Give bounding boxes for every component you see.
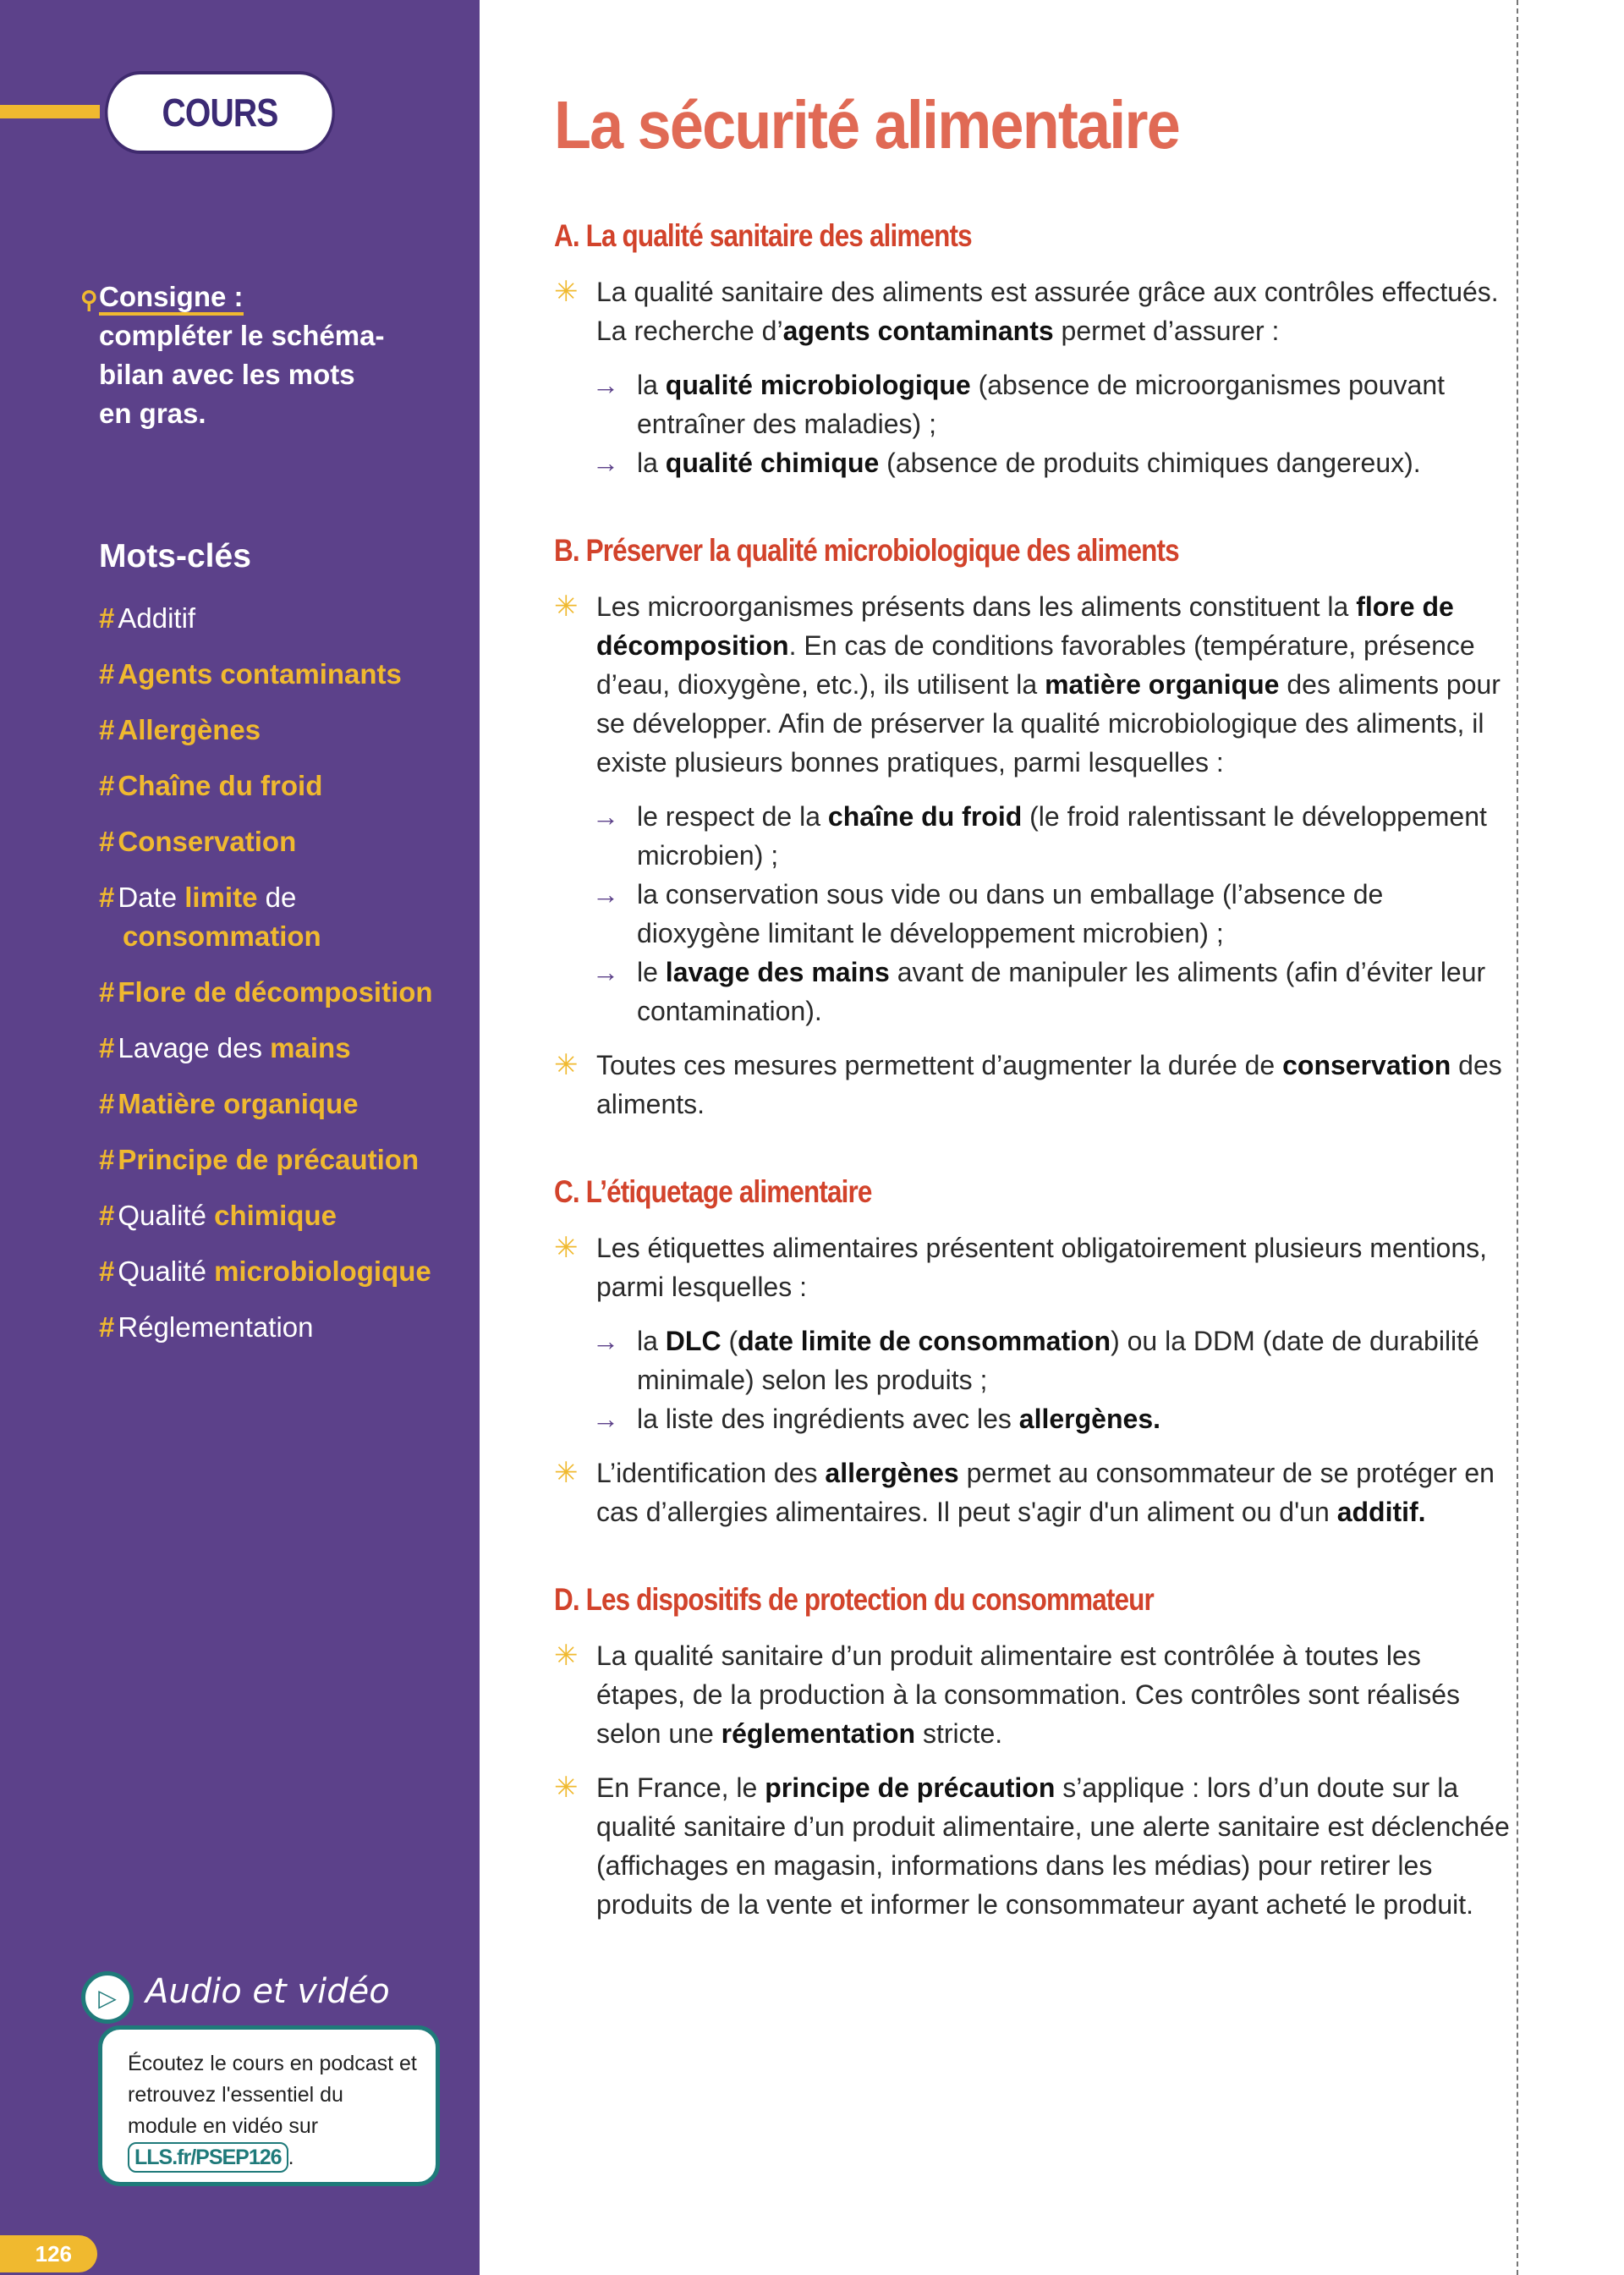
bold-term: additif. [1336,1497,1426,1527]
cut-line [1517,0,1518,2275]
keyword-item[interactable] [99,655,463,694]
text-run: la [637,1326,666,1356]
keyword-text: Flore de décomposition [118,976,433,1008]
text-run: des aliments. [596,1050,1502,1119]
section [554,218,1514,482]
hash-icon: # [99,826,115,857]
text-run: la [637,448,666,478]
play-icon[interactable]: ▷ [81,1971,134,2024]
sub-item [554,443,1514,482]
hash-icon: # [99,770,115,801]
arrow-right-icon: → [592,370,619,400]
arrow-right-icon: → [592,1404,619,1434]
section-heading: B. Préserver la qualité microbiologique des aliments [554,533,1179,568]
bold-term: conservation [1282,1050,1451,1080]
bullet-paragraph [554,272,1514,350]
keyword-text: Qualité [118,1256,215,1287]
text-run: ( [721,1326,738,1356]
arrow-right-icon: → [592,1326,619,1356]
text-run: Toutes ces mesures permettent d’augmenter la durée de [596,1050,1283,1080]
hash-icon: # [99,1032,115,1063]
bullet-paragraph [554,1228,1514,1306]
keyword-text: Additif [118,602,196,634]
audio-title: Audio et vidéo [145,1972,390,2011]
section-heading: C. L’étiquetage alimentaire [554,1174,872,1209]
hash-icon: # [99,714,115,745]
bold-term: agents contaminants [782,316,1054,346]
keyword-text: microbiologique [214,1256,431,1287]
bold-term: allergènes. [1018,1404,1160,1434]
text-run: (absence de microorganismes pouvant entraîner des maladies) ; [637,370,1445,439]
pin-icon: ⚲ [80,287,98,313]
asterisk-bullet-icon: ✳ [554,591,579,623]
text-run: permet d’assurer : [1053,316,1280,346]
keyword-item[interactable] [99,1085,463,1124]
keyword-text: Chaîne du froid [118,770,323,801]
bold-term: réglementation [721,1718,916,1749]
arrow-right-icon: → [592,879,619,909]
text-run: des aliments pour se développer. Afin de préserver la qualité microbiologique des aliments, il existe plusieurs bonnes pratiques, parmi lesquelles : [596,669,1501,778]
bold-term: chaîne du froid [827,801,1023,832]
keyword-text: Agents contaminants [118,658,402,690]
hash-icon: # [99,1256,115,1287]
keyword-text: limite [184,882,258,913]
cours-badge: COURS [105,71,335,154]
text-run: . En cas de conditions favorables (température, présence d’eau, dioxygène, etc.), ils utilisent la [596,630,1475,700]
audio-link[interactable]: LLS.fr/PSEP126 [128,2142,288,2173]
keyword-item[interactable] [99,1196,463,1235]
arrow-right-icon: → [592,448,619,478]
hash-icon: # [99,602,115,634]
keyword-item[interactable] [99,1029,463,1068]
audio-end: . [288,2146,294,2169]
sub-list [554,797,1514,1030]
keyword-text: Lavage des [118,1032,271,1063]
sub-item [554,1322,1514,1399]
bullet-paragraph [554,1453,1514,1531]
asterisk-bullet-icon: ✳ [554,276,579,308]
bold-term: qualité microbiologique [665,370,971,400]
text-run: s’applique : lors d’un doute sur la qualité sanitaire d’un produit alimentaire, une alerte sanitaire est déclenchée (affichages en magasin, informations dans les médias) pour retirer les produits de la vente et informer le consommateur ayant acheté le produit. [596,1772,1510,1920]
text-run: avant de manipuler les aliments (afin d’éviter leur contamination). [637,957,1486,1026]
text-run: La qualité sanitaire d’un produit alimentaire est contrôlée à toutes les étapes, de la production à la consommation. Ces contrôles sont réalisés selon une [596,1640,1460,1749]
text-run: le [637,957,666,987]
text-run: (le froid ralentissant le développement microbien) ; [637,801,1487,871]
keyword-text: mains [270,1032,351,1063]
section-heading: D. Les dispositifs de protection du consommateur [554,1582,1154,1617]
text-run: la conservation sous vide ou dans un emballage (l’absence de dioxygène limitant le développement microbien) ; [637,879,1384,948]
keyword-item[interactable] [99,1308,463,1347]
sub-item [554,365,1514,443]
text-run: L’identification des [596,1458,826,1488]
asterisk-bullet-icon: ✳ [554,1457,579,1489]
keyword-item[interactable] [99,878,463,956]
section [554,1582,1514,1924]
sub-list [554,365,1514,482]
sub-item [554,1399,1514,1438]
keyword-item[interactable] [99,767,463,805]
text-run: le respect de la [637,801,828,832]
keyword-text: consommation [123,920,321,952]
asterisk-bullet-icon: ✳ [554,1232,579,1264]
text-run: Les étiquettes alimentaires présentent obligatoirement plusieurs mentions, parmi lesquelles : [596,1233,1488,1302]
keyword-item[interactable] [99,1252,463,1291]
hash-icon: # [99,976,115,1008]
bold-term: matière organique [1045,669,1280,700]
text-run: la [637,370,666,400]
text-run: Les microorganismes présents dans les aliments constituent la [596,591,1357,622]
keyword-text: Allergènes [118,714,261,745]
hash-icon: # [99,1144,115,1175]
keyword-text: Qualité [118,1200,215,1231]
keyword-item[interactable] [99,822,463,861]
asterisk-bullet-icon: ✳ [554,1772,579,1804]
bold-term: DLC [665,1326,721,1356]
section-heading: A. La qualité sanitaire des aliments [554,218,972,253]
hash-icon: # [99,1088,115,1119]
text-run: permet au consommateur de se protéger en cas d’allergies alimentaires. Il peut s'agir d'un aliment ou d'un [596,1458,1495,1527]
sub-list [554,1322,1514,1438]
audio-box [98,2025,440,2186]
badge-bar [0,105,100,118]
bullet-paragraph [554,1636,1514,1753]
keyword-item[interactable] [99,973,463,1012]
asterisk-bullet-icon: ✳ [554,1049,579,1081]
hash-icon: # [99,658,115,690]
bullet-paragraph [554,1046,1514,1124]
sub-item [554,797,1514,875]
page-title: La sécurité alimentaire [554,87,1179,162]
text-run: La qualité sanitaire des aliments est assurée grâce aux contrôles effectués. La recherche d’ [596,277,1499,346]
hash-icon: # [99,882,115,913]
bold-term: lavage des mains [665,957,890,987]
bullet-paragraph [554,587,1514,782]
sidebar [0,0,480,2275]
main-content [554,85,1514,1975]
keyword-text: de [257,882,297,913]
sub-item [554,953,1514,1030]
text-run: ) ou la DDM (date de durabilité minimale) selon les produits ; [637,1326,1479,1395]
text-run: stricte. [915,1718,1003,1749]
audio-text: Écoutez le cours en podcast et retrouvez l'essentiel du module en vidéo sur [128,2052,417,2138]
keyword-text: chimique [214,1200,337,1231]
section [554,1174,1514,1531]
arrow-right-icon: → [592,801,619,832]
bold-term: date limite de consommation [738,1326,1111,1356]
consigne-label: Consigne : [99,281,244,316]
keyword-item[interactable] [99,1140,463,1179]
keyword-text: Réglementation [118,1311,314,1343]
asterisk-bullet-icon: ✳ [554,1640,579,1672]
text-run: (absence de produits chimiques dangereux). [879,448,1421,478]
bullet-paragraph [554,1768,1514,1924]
bold-term: principe de précaution [765,1772,1056,1803]
keywords-list [99,599,463,1364]
keyword-text: Principe de précaution [118,1144,420,1175]
section [554,533,1514,1124]
bold-term: flore de décomposition [596,591,1454,661]
keyword-item[interactable] [99,711,463,750]
bold-term: allergènes [825,1458,959,1488]
consigne [80,278,387,433]
arrow-right-icon: → [592,957,619,987]
keyword-text: Matière organique [118,1088,359,1119]
consigne-text: compléter le schéma-bilan avec les mots en gras. [99,320,385,429]
hash-icon: # [99,1200,115,1231]
keywords-title: Mots-clés [99,538,251,574]
bold-term: qualité chimique [665,448,880,478]
text-run: la liste des ingrédients avec les [637,1404,1019,1434]
text-run: En France, le [596,1772,765,1803]
hash-icon: # [99,1311,115,1343]
keyword-item[interactable] [99,599,463,638]
page-number: 126 [0,2235,97,2272]
keyword-text: Date [118,882,185,913]
sub-item [554,875,1514,953]
keyword-text: Conservation [118,826,297,857]
